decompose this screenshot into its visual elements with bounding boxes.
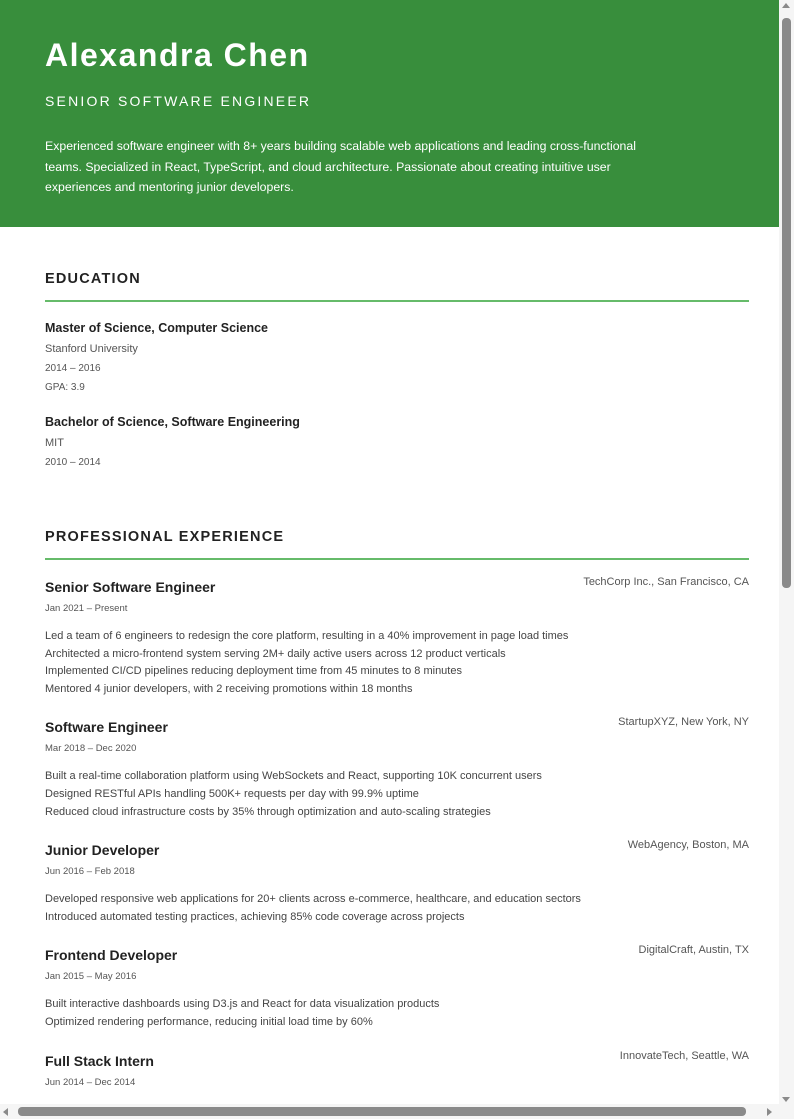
education-item: [45, 414, 749, 469]
education-school: MIT: [45, 437, 64, 449]
job-achievements: [45, 628, 749, 698]
scrollbar-corner: [779, 1104, 794, 1119]
job-title: Junior Developer: [45, 842, 160, 859]
job-achievements: [45, 768, 749, 821]
job-dates: Jun 2016 – Feb 2018: [45, 866, 135, 878]
horizontal-scrollbar[interactable]: [0, 1104, 779, 1119]
job-company-location: InnovateTech, Seattle, WA: [619, 1049, 749, 1062]
job-company-location: DigitalCraft, Austin, TX: [638, 944, 749, 957]
vertical-scroll-thumb[interactable]: [782, 18, 791, 588]
education-gpa: GPA: 3.9: [45, 382, 85, 393]
achievement-item: Introduced automated testing practices, achieving 85% code coverage across projects: [45, 910, 465, 923]
achievement-item: Designed RESTful APIs handling 500K+ requests per day with 99.9% uptime: [45, 787, 419, 800]
resume-header: [0, 0, 779, 227]
triangle-left-icon[interactable]: [3, 1108, 8, 1116]
education-years: 2010 – 2014: [45, 457, 101, 468]
job-dates: Jan 2015 – May 2016: [45, 971, 137, 983]
job-title: Senior Software Engineer: [45, 579, 216, 595]
achievement-item: Led a team of 6 engineers to redesign the core platform, resulting in a 40% improvement in page load times: [45, 630, 569, 642]
achievement-item: Developed responsive web applications for 20+ clients across e-commerce, healthcare, and education sectors: [45, 893, 581, 906]
education-degree: Bachelor of Science, Software Engineering: [45, 415, 300, 429]
education-item: [45, 320, 749, 394]
job-achievements: [45, 996, 749, 1031]
education-degree: Master of Science, Computer Science: [45, 321, 268, 335]
professional-summary: Experienced software engineer with 8+ years building scalable web applications and leading cross-functional teams. Specialized in React, TypeScript, and cloud architecture. Passionate about creating intuitive user experiences and mentoring junior developers.: [45, 139, 636, 194]
job-title: Frontend Developer: [45, 947, 178, 964]
section-divider: [45, 300, 749, 302]
job-company-location: TechCorp Inc., San Francisco, CA: [583, 576, 749, 588]
triangle-right-icon[interactable]: [767, 1108, 772, 1116]
achievement-item: Architected a micro-frontend system serving 2M+ daily active users across 12 product verticals: [45, 647, 506, 660]
job-title: Full Stack Intern: [45, 1052, 154, 1069]
job-entry: [45, 1049, 749, 1089]
achievement-item: Reduced cloud infrastructure costs by 35% through optimization and auto-scaling strategies: [45, 805, 491, 818]
section-heading-education: EDUCATION: [45, 271, 141, 287]
job-title: Software Engineer: [45, 719, 168, 736]
job-dates: Jun 2014 – Dec 2014: [45, 1076, 136, 1088]
triangle-up-icon[interactable]: [782, 3, 790, 8]
job-entry: [45, 841, 749, 926]
achievement-item: Implemented CI/CD pipelines reducing deployment time from 45 minutes to 8 minutes: [45, 665, 462, 678]
job-achievements: [45, 891, 749, 926]
experience-section: [45, 528, 749, 1089]
candidate-title: SENIOR SOFTWARE ENGINEER: [45, 93, 312, 109]
job-entry: [45, 578, 749, 698]
triangle-down-icon[interactable]: [782, 1097, 790, 1102]
job-dates: Jan 2021 – Present: [45, 603, 128, 614]
achievement-item: Built interactive dashboards using D3.js and React for data visualization products: [45, 998, 440, 1011]
achievement-item: Built a real-time collaboration platform using WebSockets and React, supporting 10K concurrent users: [45, 770, 542, 783]
section-heading-experience: PROFESSIONAL EXPERIENCE: [45, 529, 285, 545]
achievement-item: Mentored 4 junior developers, with 2 receiving promotions within 18 months: [45, 682, 413, 695]
job-entry: [45, 946, 749, 1031]
section-divider: [45, 558, 749, 560]
resume-body: [0, 270, 779, 1089]
education-school: Stanford University: [45, 343, 138, 355]
education-years: 2014 – 2016: [45, 363, 101, 374]
job-company-location: StartupXYZ, New York, NY: [618, 716, 749, 729]
education-section: [45, 270, 749, 469]
horizontal-scroll-thumb[interactable]: [18, 1107, 746, 1116]
job-dates: Mar 2018 – Dec 2020: [45, 743, 137, 755]
vertical-scrollbar[interactable]: [779, 0, 794, 1104]
achievement-item: Optimized rendering performance, reducing initial load time by 60%: [45, 1015, 373, 1028]
candidate-name: Alexandra Chen: [45, 37, 310, 73]
job-entry: [45, 718, 749, 821]
job-company-location: WebAgency, Boston, MA: [627, 839, 749, 852]
